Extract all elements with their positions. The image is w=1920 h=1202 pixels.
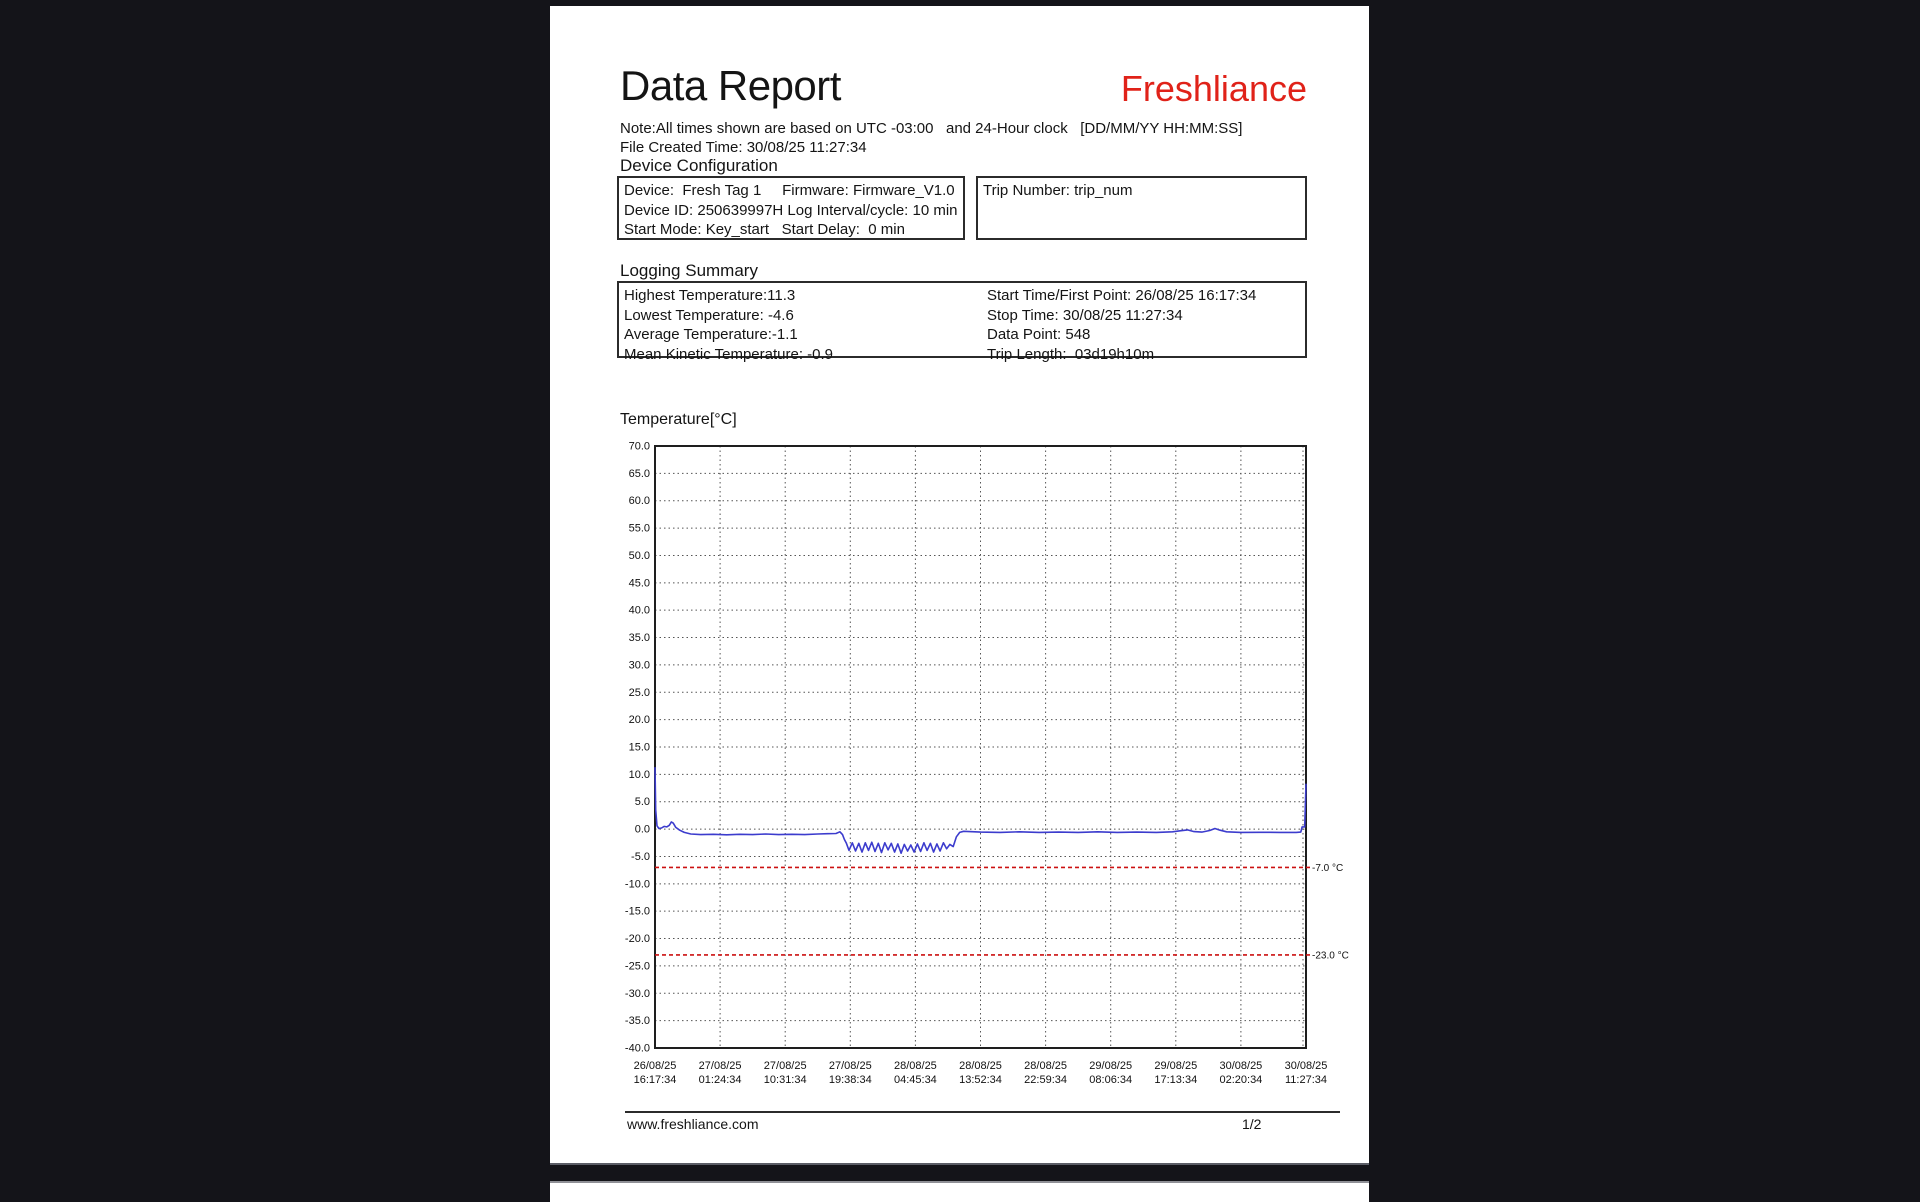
x-tick-time-label: 11:27:34 <box>1284 1074 1328 1086</box>
x-tick-date-label: 28/08/25 <box>893 1060 937 1072</box>
y-tick-label: -15.0 <box>624 905 650 918</box>
mean-kinetic-temperature: Mean Kinetic Temperature: -0.9 <box>624 345 833 363</box>
report-notes <box>620 119 1242 157</box>
y-tick-label: -5.0 <box>631 850 650 863</box>
report-page-1 <box>550 6 1369 1165</box>
logging-summary-heading: Logging Summary <box>620 261 758 280</box>
trip-number-line: Trip Number: trip_num <box>983 182 1133 199</box>
y-tick-label: 60.0 <box>628 495 650 508</box>
y-tick-label: 15.0 <box>628 741 650 754</box>
start-time: Start Time/First Point: 26/08/25 16:17:34 <box>987 287 1257 304</box>
device-line: Device: Fresh Tag 1 Firmware: Firmware_V1.0 <box>624 182 955 199</box>
x-tick-date-label: 27/08/25 <box>698 1060 742 1072</box>
stop-time: Stop Time: 30/08/25 11:27:34 <box>987 306 1183 324</box>
y-tick-label: -35.0 <box>624 1015 650 1028</box>
footer-website: www.freshliance.com <box>627 1116 759 1132</box>
y-tick-label: 55.0 <box>628 522 650 535</box>
chart-title: Temperature[°C] <box>620 411 737 428</box>
y-tick-label: 40.0 <box>628 604 650 617</box>
device-id-line: Device ID: 250639997H Log Interval/cycle: 10 min <box>624 201 958 219</box>
x-tick-time-label: 17:13:34 <box>1154 1074 1198 1086</box>
footer-divider <box>625 1111 1340 1113</box>
x-tick-date-label: 30/08/25 <box>1284 1060 1328 1072</box>
logging-summary-right-column <box>987 286 1256 364</box>
logging-summary-box <box>617 281 1307 363</box>
x-tick-date-label: 28/08/25 <box>959 1060 1002 1072</box>
logging-summary-left-column <box>624 286 833 364</box>
x-tick-date-label: 30/08/25 <box>1219 1060 1263 1072</box>
threshold-label: -23.0 °C <box>1312 950 1349 962</box>
x-tick-time-label: 01:24:34 <box>698 1074 742 1086</box>
x-tick-time-label: 16:17:34 <box>633 1074 677 1086</box>
start-mode-line: Start Mode: Key_start Start Delay: 0 min <box>624 221 905 238</box>
trip-number-box <box>976 176 1307 240</box>
timezone-note: Note:All times shown are based on UTC -03:00 and 24-Hour clock [DD/MM/YY HH:MM:SS] <box>620 120 1243 137</box>
y-tick-label: 20.0 <box>628 714 650 727</box>
x-tick-date-label: 28/08/25 <box>1024 1060 1068 1072</box>
y-tick-label: 5.0 <box>634 796 650 809</box>
x-tick-time-label: 10:31:34 <box>763 1074 807 1086</box>
y-tick-label: 30.0 <box>628 659 650 672</box>
report-page-2-edge <box>550 1181 1369 1202</box>
y-tick-label: 70.0 <box>628 440 650 453</box>
trip-length: Trip Length: 03d19h10m <box>987 345 1155 363</box>
threshold-label: -7.0 °C <box>1312 862 1344 874</box>
average-temperature: Average Temperature:-1.1 <box>624 326 798 343</box>
device-configuration-heading: Device Configuration <box>620 156 778 175</box>
highest-temperature: Highest Temperature:11.3 <box>624 287 796 304</box>
lowest-temperature: Lowest Temperature: -4.6 <box>624 306 794 324</box>
y-tick-label: -30.0 <box>624 987 650 1000</box>
temperature-chart-svg <box>620 436 1360 1100</box>
y-tick-label: 50.0 <box>628 549 650 562</box>
x-tick-time-label: 13:52:34 <box>959 1074 1002 1086</box>
brand-logo: Freshliance <box>1120 68 1307 109</box>
y-tick-label: 65.0 <box>628 467 650 480</box>
device-configuration-box <box>617 176 965 240</box>
x-tick-date-label: 29/08/25 <box>1089 1060 1133 1072</box>
page-title: Data Report <box>620 62 841 109</box>
x-tick-date-label: 26/08/25 <box>633 1060 677 1072</box>
y-tick-label: 10.0 <box>628 768 650 781</box>
data-point-count: Data Point: 548 <box>987 326 1091 343</box>
x-tick-date-label: 27/08/25 <box>828 1060 872 1072</box>
x-tick-date-label: 27/08/25 <box>763 1060 807 1072</box>
y-tick-label: 45.0 <box>628 577 650 590</box>
y-tick-label: -20.0 <box>624 933 650 946</box>
y-tick-label: 35.0 <box>628 632 650 645</box>
y-tick-label: 25.0 <box>628 686 650 699</box>
y-tick-label: 0.0 <box>634 823 650 836</box>
y-tick-label: -40.0 <box>624 1042 650 1055</box>
y-tick-label: -25.0 <box>624 960 650 973</box>
x-tick-date-label: 29/08/25 <box>1154 1060 1198 1072</box>
x-tick-time-label: 04:45:34 <box>893 1074 937 1086</box>
x-tick-time-label: 08:06:34 <box>1089 1074 1133 1086</box>
x-tick-time-label: 02:20:34 <box>1219 1074 1263 1086</box>
x-tick-time-label: 19:38:34 <box>828 1074 872 1086</box>
file-created-time: File Created Time: 30/08/25 11:27:34 <box>620 139 867 156</box>
x-tick-time-label: 22:59:34 <box>1024 1074 1068 1086</box>
footer-page-number: 1/2 <box>1242 1116 1262 1132</box>
y-tick-label: -10.0 <box>624 878 650 891</box>
